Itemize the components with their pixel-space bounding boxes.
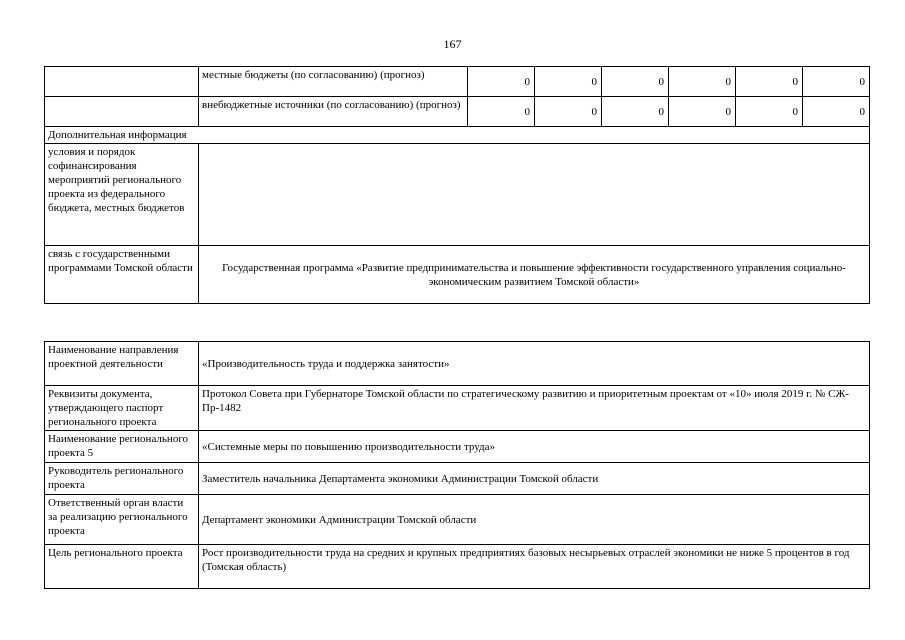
finance-value: 0: [602, 67, 669, 97]
additional-info-header: Дополнительная информация: [45, 127, 870, 144]
passport-row-label: Наименование регионального проекта 5: [45, 431, 199, 463]
info-row: [45, 144, 870, 246]
passport-row-label: Руководитель регионального проекта: [45, 463, 199, 495]
empty-cell: [45, 67, 199, 97]
cofinancing-value: [199, 144, 870, 246]
finance-row: [45, 97, 870, 127]
finance-value: 0: [535, 67, 602, 97]
program-link-label: связь с государственными программами Томской области: [45, 246, 199, 304]
passport-row: [45, 386, 870, 431]
finance-value: 0: [803, 97, 870, 127]
passport-row-value: Протокол Совета при Губернаторе Томской области по стратегическому развитию и приоритетным проектам от «10» июля 2019 г. № СЖ-Пр-1482: [199, 386, 870, 431]
finance-value: 0: [602, 97, 669, 127]
financing-table: [44, 66, 870, 304]
project-passport-table: [44, 341, 870, 589]
finance-row: [45, 67, 870, 97]
cofinancing-label: условия и порядок софинансирования мероприятий регионального проекта из федерального бюджета, местных бюджетов: [45, 144, 199, 246]
passport-row: [45, 463, 870, 495]
passport-row-label: Ответственный орган власти за реализацию регионального проекта: [45, 495, 199, 545]
passport-row-label: Реквизиты документа, утверждающего паспорт регионального проекта: [45, 386, 199, 431]
program-link-value: Государственная программа «Развитие предпринимательства и повышение эффективности государственного управления социально-экономическим развитием Томской области»: [199, 246, 870, 304]
finance-value: 0: [736, 97, 803, 127]
passport-row-label: Наименование направления проектной деятельности: [45, 342, 199, 386]
passport-row: [45, 431, 870, 463]
empty-cell: [45, 97, 199, 127]
passport-row-value: «Производительность труда и поддержка занятости»: [199, 342, 870, 386]
passport-row-value: Рост производительности труда на средних и крупных предприятиях базовых несырьевых отраслей экономики не ниже 5 процентов в год (Томская область): [199, 545, 870, 589]
finance-row-label: местные бюджеты (по согласованию) (прогноз): [199, 67, 468, 97]
finance-value: 0: [803, 67, 870, 97]
info-row: [45, 246, 870, 304]
passport-row-value: Заместитель начальника Департамента экономики Администрации Томской области: [199, 463, 870, 495]
passport-row: [45, 342, 870, 386]
finance-value: 0: [736, 67, 803, 97]
finance-value: 0: [468, 67, 535, 97]
page-number: 167: [443, 37, 462, 51]
passport-row: [45, 495, 870, 545]
finance-value: 0: [669, 97, 736, 127]
finance-value: 0: [468, 97, 535, 127]
passport-row-label: Цель регионального проекта: [45, 545, 199, 589]
passport-row-value: «Системные меры по повышению производительности труда»: [199, 431, 870, 463]
passport-row-value: Департамент экономики Администрации Томской области: [199, 495, 870, 545]
passport-row: [45, 545, 870, 589]
finance-value: 0: [669, 67, 736, 97]
finance-value: 0: [535, 97, 602, 127]
section-header-row: [45, 127, 870, 144]
finance-row-label: внебюджетные источники (по согласованию) (прогноз): [199, 97, 468, 127]
